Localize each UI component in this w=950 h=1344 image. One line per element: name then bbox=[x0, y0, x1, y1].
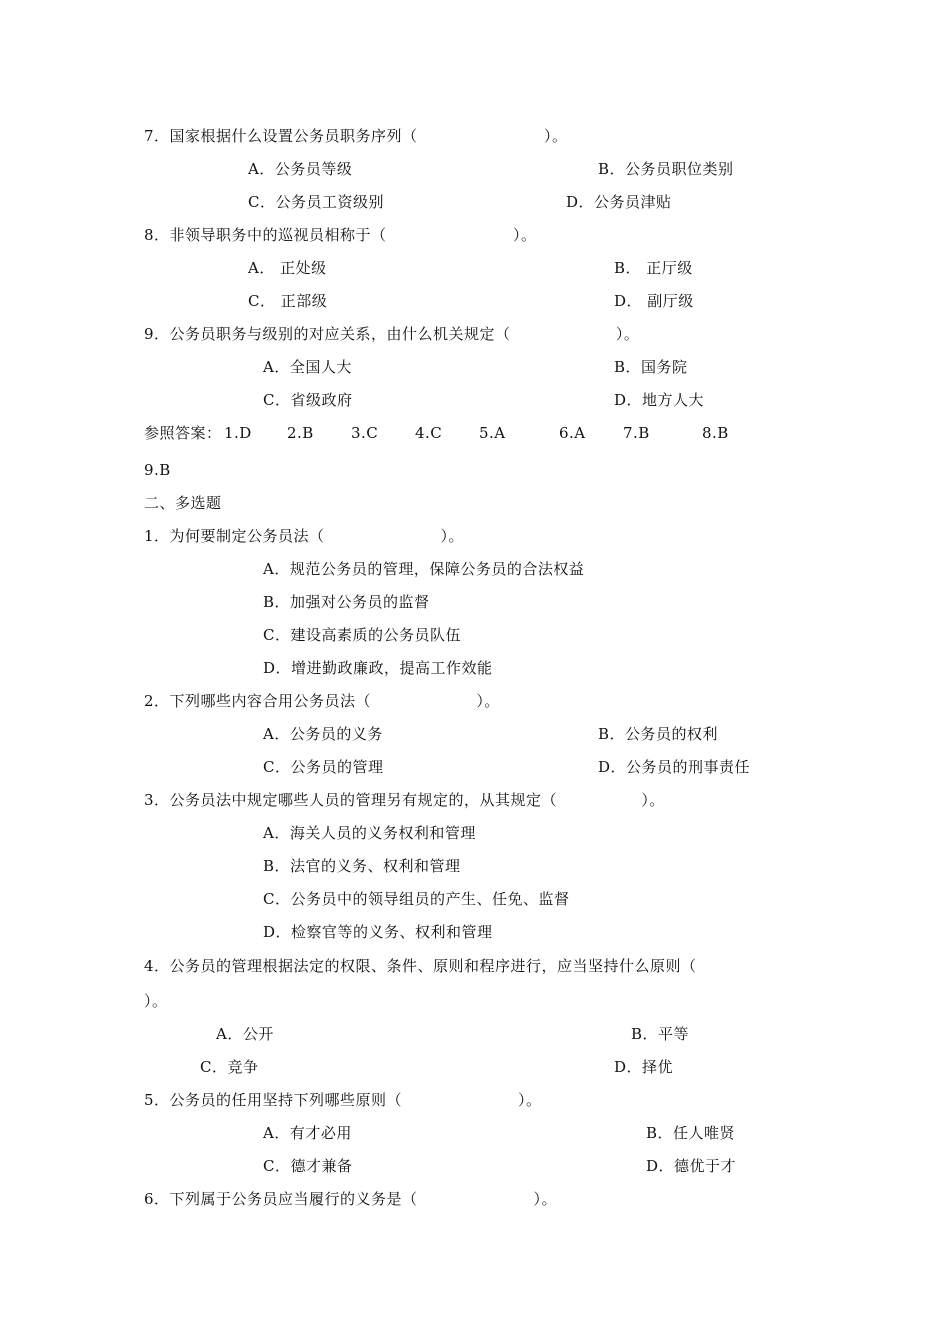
option-a: A．有才必用 bbox=[263, 1124, 352, 1142]
multi-question-3: 3．公务员法中规定哪些人员的管理另有规定的，从其规定（ ）。 bbox=[144, 791, 665, 809]
answer-item: 3.C bbox=[351, 424, 379, 442]
question-7: 7．国家根据什么设置公务员职务序列（ ）。 bbox=[144, 127, 568, 145]
option-d: D．德优于才 bbox=[646, 1157, 737, 1175]
multi-question-4: 4．公务员的管理根据法定的权限、条件、原则和程序进行，应当坚持什么原则（ bbox=[144, 957, 697, 975]
multi-question-1: 1．为何要制定公务员法（ ）。 bbox=[144, 527, 464, 545]
question-8: 8．非领导职务中的巡视员相称于（ ）。 bbox=[144, 226, 537, 244]
option-d: D．增进勤政廉政，提高工作效能 bbox=[263, 659, 493, 677]
option-a: A． 正处级 bbox=[248, 259, 327, 277]
option-a: A．公务员等级 bbox=[248, 160, 353, 178]
answer-item: 8.B bbox=[702, 424, 729, 442]
option-b: B．平等 bbox=[631, 1025, 690, 1043]
option-d: D．择优 bbox=[614, 1058, 674, 1076]
multi-question-5: 5．公务员的任用坚持下列哪些原则（ ）。 bbox=[144, 1091, 542, 1109]
multi-question-4-cont: ）。 bbox=[144, 992, 168, 1010]
multi-question-2: 2．下列哪些内容合用公务员法（ ）。 bbox=[144, 692, 500, 710]
section-title: 二、多选题 bbox=[144, 494, 222, 512]
answer-item: 4.C bbox=[415, 424, 443, 442]
option-a: A．海关人员的义务权利和管理 bbox=[263, 824, 476, 842]
option-d: D．地方人大 bbox=[614, 391, 705, 409]
question-9: 9．公务员职务与级别的对应关系，由什么机关规定（ ）。 bbox=[144, 325, 640, 343]
option-c: C．公务员的管理 bbox=[263, 758, 384, 776]
answer-item: 6.A bbox=[559, 424, 586, 442]
answer-item: 1.D bbox=[224, 424, 252, 442]
option-c: C．公务员中的领导组员的产生、任免、监督 bbox=[263, 890, 570, 908]
option-a: A．公开 bbox=[216, 1025, 274, 1043]
option-c: C．竞争 bbox=[200, 1058, 259, 1076]
option-a: A．全国人大 bbox=[263, 358, 352, 376]
option-b: B．国务院 bbox=[614, 358, 688, 376]
answer-item: 5.A bbox=[479, 424, 506, 442]
option-d: D．检察官等的义务、权利和管理 bbox=[263, 923, 493, 941]
answer-item: 7.B bbox=[623, 424, 650, 442]
option-a: A．规范公务员的管理，保障公务员的合法权益 bbox=[263, 560, 585, 578]
option-a: A．公务员的义务 bbox=[263, 725, 383, 743]
option-d: D．公务员津贴 bbox=[566, 193, 672, 211]
option-c: C． 正部级 bbox=[248, 292, 328, 310]
option-c: C．省级政府 bbox=[263, 391, 353, 409]
option-b: B．加强对公务员的监督 bbox=[263, 593, 430, 611]
option-d: D． 副厅级 bbox=[614, 292, 694, 310]
option-c: C．建设高素质的公务员队伍 bbox=[263, 626, 461, 644]
answers-label: 参照答案： bbox=[144, 424, 222, 442]
option-b: B．公务员的权利 bbox=[598, 725, 719, 743]
option-b: B． 正厅级 bbox=[614, 259, 693, 277]
option-b: B．公务员职位类别 bbox=[598, 160, 734, 178]
option-c: C．德才兼备 bbox=[263, 1157, 353, 1175]
option-c: C．公务员工资级别 bbox=[248, 193, 384, 211]
answer-item: 2.B bbox=[287, 424, 314, 442]
option-b: B．任人唯贤 bbox=[646, 1124, 736, 1142]
option-b: B．法官的义务、权利和管理 bbox=[263, 857, 461, 875]
answer-item: 9.B bbox=[144, 461, 171, 479]
option-d: D．公务员的刑事责任 bbox=[598, 758, 751, 776]
multi-question-6: 6．下列属于公务员应当履行的义务是（ ）。 bbox=[144, 1190, 557, 1208]
